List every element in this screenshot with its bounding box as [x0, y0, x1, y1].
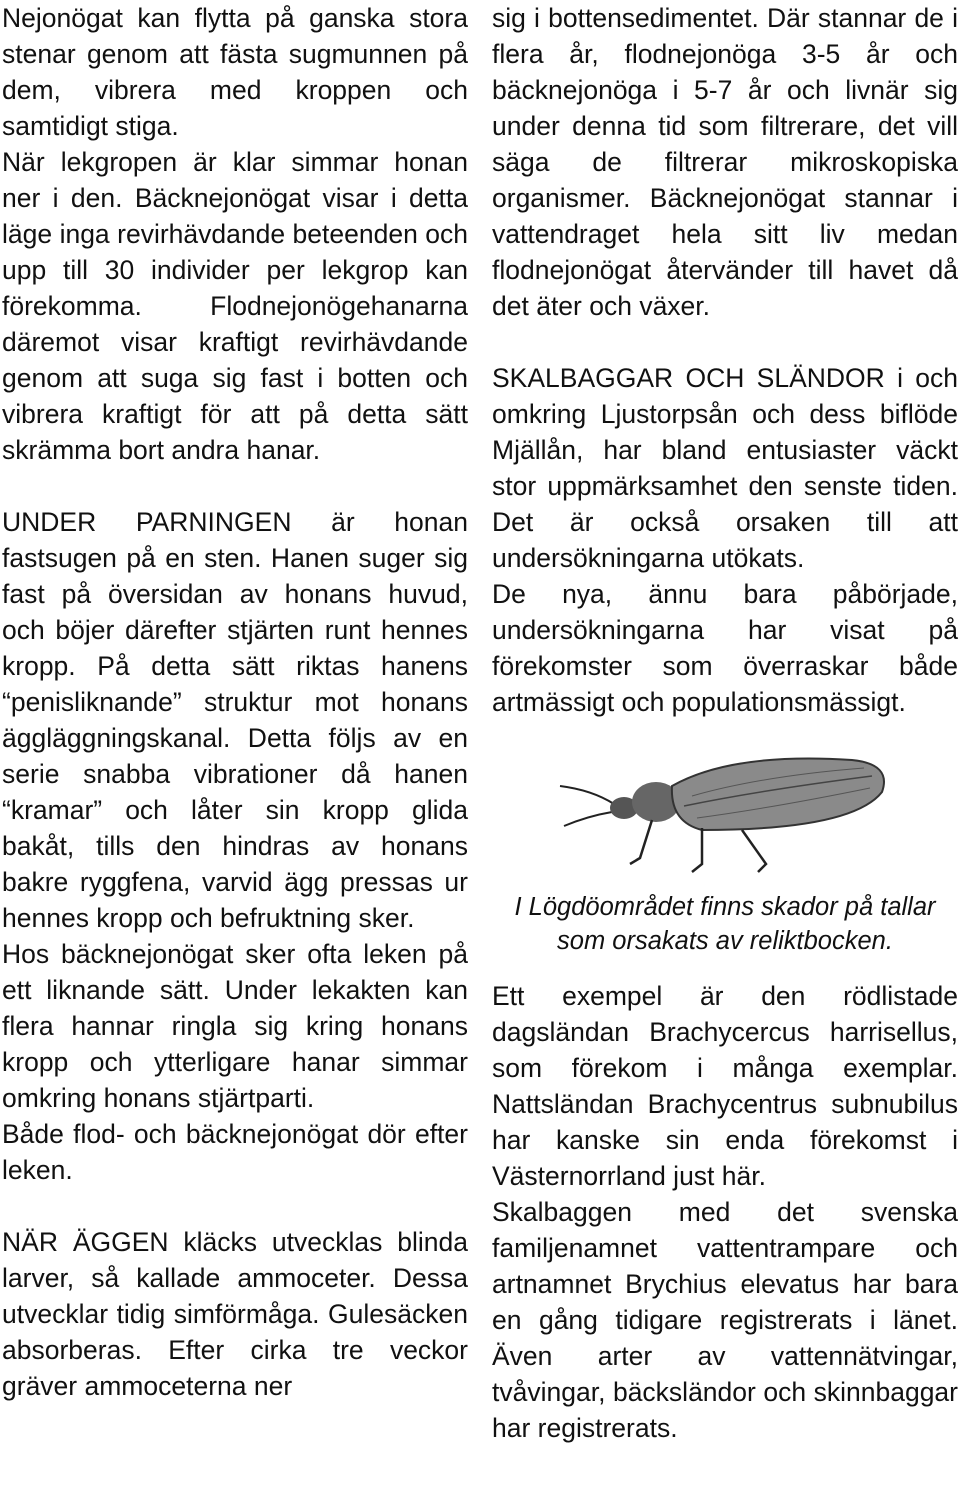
right-column	[492, 0, 958, 1446]
paragraph: UNDER PARNINGEN är honan fastsugen på en sten. Hanen suger sig fast på översidan av honans huvud, och böjer därefter stjärten runt hennes kropp. På detta sätt riktas hanens “penisliknande” struktur mot honans äggläggningskanal. Detta följs av en serie snabba vibrationer då hanen “kramar” och låter sin kropp glida bakåt, tills den hindras av honans bakre ryggfena, varvid ägg pressas ur hennes kropp och befruktning sker.	[2, 507, 468, 933]
paragraph: Ett exempel är den rödlistade dagsländan Brachycercus harrisellus, som förekom i många exemplar. Nattsländan Brachycentrus subnubilus har kanske sin enda förekomst i Västernorrland just här.	[492, 981, 958, 1191]
figure-caption: I Lögdöområdet finns skador på tallar som orsakats av reliktbocken.	[514, 893, 936, 955]
paragraph: Både flod- och bäcknejonögat dör efter leken.	[2, 1119, 468, 1185]
left-column	[2, 0, 468, 1404]
paragraph: Skalbaggen med det svenska familjenamnet vattentrampare och artnamnet Brychius elevatus har bara en gång tidigare registrerats i länet. Även arter av vattennätvingar, tvåvingar, bäcksländor och skinnbaggar har registrerats.	[492, 1197, 958, 1443]
paragraph: sig i bottensedimentet. Där stannar de i flera år, flodnejonöga 3-5 år och bäcknejonöga i 5-7 år och livnär sig under denna tid som filtrerare, det vill säga de filtrerar mikroskopiska organismer. Bäcknejonögat stannar i vattendraget hela sitt liv medan flodnejonögat återvänder till havet då det äter och växer.	[492, 3, 958, 321]
figure	[492, 746, 958, 876]
paragraph: SKALBAGGAR OCH SLÄNDOR i och omkring Ljustorpsån och dess biflöde Mjällån, har bland entusiaster väckt stor uppmärksamhet den senste tiden. Det är också orsaken till att undersökningarna utökats.	[492, 363, 958, 573]
paragraph: NÄR ÄGGEN kläcks utvecklas blinda larver, så kallade ammoceter. Dessa utvecklar tidig simförmåga. Gulesäcken absorberas. Efter cirka tre veckor gräver ammoceterna ner	[2, 1227, 468, 1401]
paragraph: Hos bäcknejonögat sker ofta leken på ett liknande sätt. Under lekakten kan flera hannar ringla sig kring honans kropp och ytterligare hanar simmar omkring honans stjärtparti.	[2, 939, 468, 1113]
beetle-illustration-icon	[552, 746, 902, 876]
paragraph: När lekgropen är klar simmar honan ner i den. Bäcknejonögat visar i detta läge inga revirhävdande beteenden och upp till 30 individer per lekgrop kan förekomma. Flodnejonögehanarna däremot visar kraftigt revirhävdande genom att suga sig fast i botten och vibrera kraftigt för att på detta sätt skrämma bort andra hanar.	[2, 147, 468, 465]
paragraph: De nya, ännu bara påbörjade, undersökningarna har visat på förekomster som överraskar både artmässigt och populationsmässigt.	[492, 579, 958, 717]
paragraph: Nejonögat kan flytta på ganska stora stenar genom att fästa sugmunnen på dem, vibrera med kroppen och samtidigt stiga.	[2, 3, 468, 141]
